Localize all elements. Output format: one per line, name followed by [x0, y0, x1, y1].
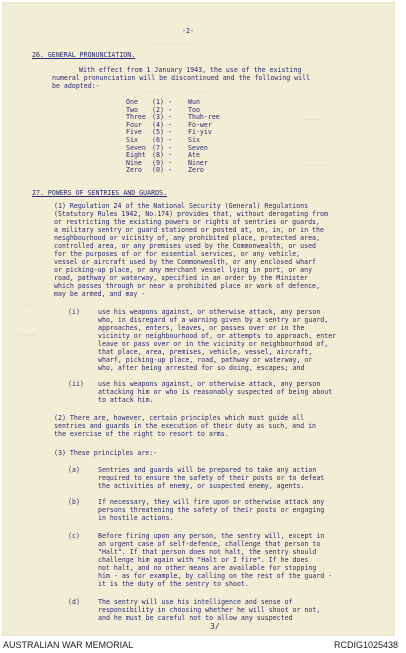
item-c-line: "Halt". If that person does not halt, the sentry should	[98, 548, 317, 556]
item-d-line: and he must be careful not to allow any suspected	[98, 614, 293, 622]
p1-line: may be armed, and may -	[54, 290, 146, 298]
item-ii-label: (ii)	[68, 380, 84, 388]
p3-line: (3) These principles are:-	[54, 449, 158, 457]
item-b-line: If necessary, they will fire upon or otherwise attack any	[98, 498, 325, 506]
p1-line: or picking-up place, or any merchant vessel lying in port, or any	[54, 266, 313, 274]
item-c-line: him - as for example, by calling on the rest of the guard -	[98, 572, 333, 580]
item-b-line: in hostile actions.	[98, 514, 174, 522]
p1-line: which passes through or near a prohibited place or work of defence,	[54, 282, 320, 290]
p2-line: sentries and guards in the execution of their duty as such, and in	[54, 422, 317, 430]
numeral-row: Three (3) - Thuh-ree	[126, 113, 220, 122]
item-i-line: use his weapons against, or otherwise attack, any person	[98, 308, 321, 316]
item-c-line: an urgent case of self-defence, challenge that person to	[98, 540, 321, 548]
item-i-line: that place, area, premises, vehicle, vessel, aircraft,	[98, 348, 313, 356]
p1-line: controlled area, or any premises used by the Commonwealth, or used	[54, 242, 317, 250]
page-number: -2-	[182, 27, 194, 35]
show-through-text: — — —	[17, 302, 36, 309]
item-a-line: Sentries and guards will be prepared to take any action	[98, 466, 317, 474]
item-ii-line: to attack him.	[98, 396, 154, 404]
s26-intro-line: be adopted:-	[52, 82, 100, 90]
item-i-line: who, after being arrested for so doing, escapes; and	[98, 364, 305, 372]
section-26-heading: 26. GENERAL PRONUNCIATION.	[32, 51, 136, 59]
archive-credit: AUSTRALIAN WAR MEMORIAL	[3, 640, 134, 650]
archive-identifier: RCDIG1025438	[333, 640, 398, 650]
s26-intro-line: numeral pronunciation will be discontinued and the following will	[52, 74, 311, 82]
show-through-text: — — — — — —	[152, 40, 192, 47]
numeral-row: Eight (8) - Ate	[126, 151, 200, 160]
item-a-line: required to ensure the safety of their posts or to defeat	[98, 474, 325, 482]
numeral-row: Zero (0) - Zero	[126, 166, 204, 175]
item-b-line: persons threatening the safety of their posts or engaging	[98, 506, 325, 514]
p1-line: a military sentry or guard stationed or posted at, on, in, or in the	[54, 226, 324, 234]
item-a-line: the activities of enemy, or suspected enemy, agents.	[98, 482, 305, 490]
item-ii-line: use his weapons against, or otherwise attack, any person	[98, 380, 321, 388]
show-through-text: — — — — —	[302, 162, 335, 169]
p1-line: vessel or aircraft used by the Commonwealth, or any enclosed wharf	[54, 258, 317, 266]
numeral-row: One (1) - Wun	[126, 98, 200, 106]
catchword: 3/	[210, 622, 220, 631]
item-b-label: (b)	[68, 498, 80, 506]
show-through-text: — — —	[17, 332, 36, 339]
item-i-line: leave or pass over or in the vicinity or neighbourhood of,	[98, 340, 329, 348]
item-i-label: (i)	[68, 308, 80, 316]
p1-line: neighbourhood or vicinity of, any prohibited place, protected area,	[54, 234, 320, 242]
item-d-line: responsibility in choosing whether he will shoot or not,	[98, 606, 321, 614]
p1-line: (Statutory Rules 1942, No.174) provides that, without derogating from	[54, 210, 328, 218]
show-through-text: — — — — — — — — — —	[142, 88, 211, 95]
item-a-label: (a)	[68, 466, 80, 474]
numeral-row: Six (6) - Six	[126, 135, 200, 144]
show-through-text: — — —	[302, 116, 321, 123]
document-page	[2, 2, 395, 636]
item-ii-line: attacking him or who is reasonably suspected of being about	[98, 388, 333, 396]
item-c-line: challenge him again with "Halt or I fire". If he does	[98, 556, 309, 564]
p1-line: for the purposes of or for essential services, or any vehicle,	[54, 250, 301, 258]
p1-line: or restricting the existing powers or rights of sentries or guards,	[54, 218, 320, 226]
item-d-line: The sentry will use his intelligence and sense of	[98, 598, 293, 606]
item-c-line: not halt, and no other means are available for stopping	[98, 564, 317, 572]
item-i-line: wharf, picking-up place, road, pathway or waterway, or	[98, 356, 313, 364]
p1-line: road, pathway or waterway, specified in an order by the Minister	[54, 274, 309, 282]
numeral-row: Five (5) - Fi-yiv	[126, 128, 212, 137]
p2-line: (2) There are, however, certain principles which must guide all	[54, 414, 305, 422]
item-i-line: approaches, enters, leaves, or passes over or in the	[98, 324, 305, 332]
p2-line: the exercise of the right to resort to arms.	[54, 430, 229, 438]
item-c-label: (c)	[68, 532, 80, 540]
item-i-line: who, in disregard of a warning given by a sentry or guard,	[98, 316, 329, 324]
p1-line: (1) Regulation 24 of the National Security (General) Regulations	[54, 202, 309, 210]
item-c-line: Before firing upon any person, the sentry will, except in	[98, 532, 325, 540]
item-i-line: vicinity or neighbourhood of, or attempts to approach, enter	[98, 332, 337, 340]
numeral-row: Nine (9) - Niner	[126, 158, 208, 167]
numeral-row: Seven (7) - Seven	[126, 143, 208, 152]
numeral-row: Two (2) - Too	[126, 105, 200, 114]
numeral-pronunciation-table	[126, 99, 220, 175]
s26-intro-line: With effect from 1 January 1943, the use of the existing	[79, 66, 302, 74]
item-d-label: (d)	[68, 598, 80, 606]
numeral-row: Four (4) - Fo-wer	[126, 120, 212, 129]
item-c-line: it is the duty of the sentry to shoot.	[98, 580, 249, 588]
section-27-heading: 27. POWERS OF SENTRIES AND GUARDS.	[32, 189, 167, 197]
